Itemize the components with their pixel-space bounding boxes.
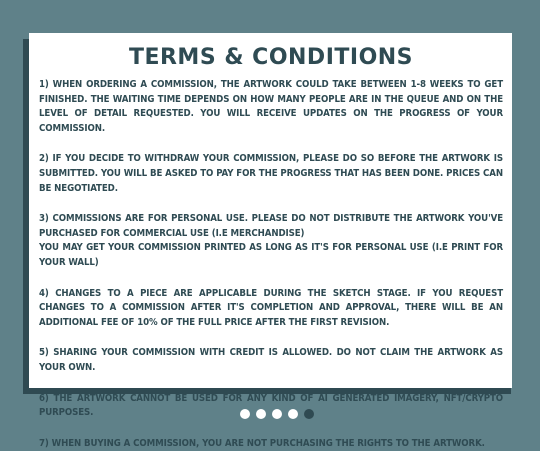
term-4: 4) CHANGES TO A PIECE ARE APPLICABLE DURING THE SKETCH STAGE. IF YOU REQUEST CHANGES TO A COMMISSION AFTER IT'S COMPLETION AND APPROVAL, THERE WILL BE AN ADDITIONAL FEE OF 10% OF THE FULL PRICE AFTER THE FIRST REVISION. (39, 287, 503, 328)
page-dot-4[interactable] (288, 409, 298, 419)
term-5: 5) SHARING YOUR COMMISSION WITH CREDIT IS ALLOWED. DO NOT CLAIM THE ARTWORK AS YOUR OWN. (39, 347, 503, 373)
page-dot-2[interactable] (256, 409, 266, 419)
term-7: 7) WHEN BUYING A COMMISSION, YOU ARE NOT PURCHASING THE RIGHTS TO THE ARTWORK. (39, 437, 485, 449)
term-3 (39, 212, 503, 270)
term-2: 2) IF YOU DECIDE TO WITHDRAW YOUR COMMISSION, PLEASE DO SO BEFORE THE ARTWORK IS SUBMITTED. YOU WILL BE ASKED TO PAY FOR THE PROGRESS THAT HAS BEEN DONE. PRICES CAN BE NEGOTIATED. (39, 153, 503, 194)
term-3-line-1: 3) COMMISSIONS ARE FOR PERSONAL USE. PLEASE DO NOT DISTRIBUTE THE ARTWORK YOU'VE PURCHASED FOR COMMERCIAL USE (I.E MERCHANDISE) (39, 213, 503, 239)
terms-card (29, 33, 512, 449)
page-dot-1[interactable] (240, 409, 250, 419)
page-dot-5[interactable] (304, 409, 314, 419)
page-title: TERMS & CONDITIONS (128, 45, 414, 70)
carousel-pagination (240, 409, 314, 419)
term-1: 1) WHEN ORDERING A COMMISSION, THE ARTWORK COULD TAKE BETWEEN 1-8 WEEKS TO GET FINISHED. THE WAITING TIME DEPENDS ON HOW MANY PEOPLE ARE IN THE QUEUE AND ON THE LEVEL OF DETAIL REQUESTED. YOU WILL RECEIVE UPDATES ON THE PROGRESS OF YOUR COMMISSION. (39, 79, 503, 134)
term-3-line-2: YOU MAY GET YOUR COMMISSION PRINTED AS LONG AS IT'S FOR PERSONAL USE (I.E PRINT FOR YOUR WALL) (39, 242, 503, 268)
term-6: 6) THE ARTWORK CANNOT BE USED FOR ANY KIND OF AI GENERATED IMAGERY, NFT/CRYPTO PURPOSES. (39, 392, 503, 419)
page-dot-3[interactable] (272, 409, 282, 419)
